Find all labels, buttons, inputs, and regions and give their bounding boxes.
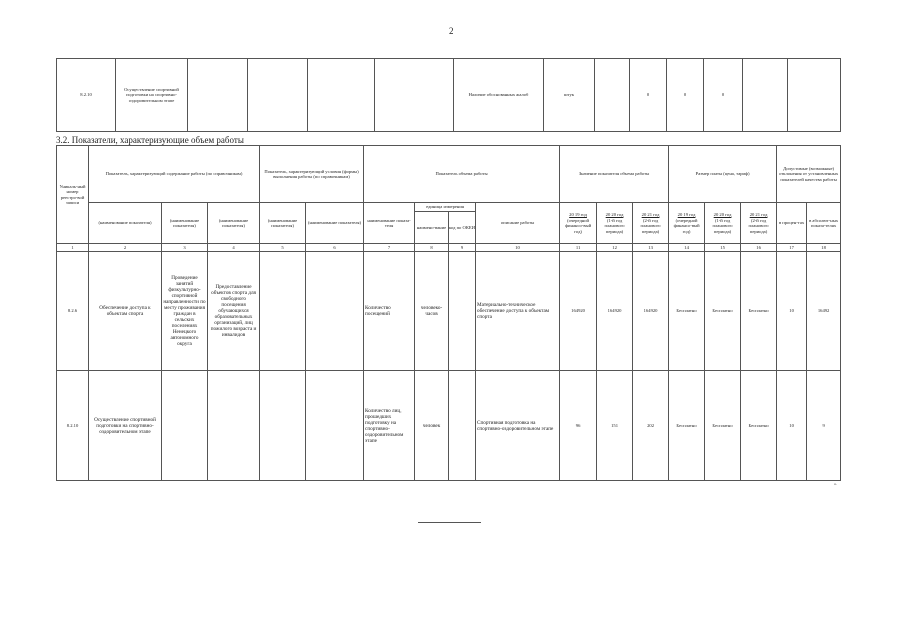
work-name: Осуществление спортивной подготовки на спортивно-оздоровительном этапе (116, 59, 188, 132)
table-row (57, 251, 841, 371)
table-row (57, 371, 841, 481)
value-year-3: 202 (633, 371, 669, 481)
row-code: 8.2.10 (57, 371, 89, 481)
row-code: 8.2.10 (57, 59, 116, 132)
col-number: 4 (208, 244, 260, 251)
header-row-1 (57, 146, 841, 158)
fee-year-1: Бесплатно (669, 371, 705, 481)
value-2: 0 (667, 59, 704, 132)
col-fee: Размер платы (цена, тариф) (669, 146, 777, 203)
abs-header: в абсолют-ных показа-телях (807, 202, 841, 244)
value-year-2: 164920 (597, 251, 633, 371)
col-number: 18 (807, 244, 841, 251)
content-param: Предоставление объектов спорта для свободного посещения обучающихся образовательных организаций, лиц пожилого возраста и инвалидов (208, 251, 260, 371)
work-desc: Материально-техническое обеспечение доступа к объектам спорта (476, 251, 560, 371)
col-volume: Показатель объема работы (364, 146, 560, 203)
param-name: (наименование показателя) (162, 202, 208, 244)
col-number: 3 (162, 244, 208, 251)
value-year-1: 96 (560, 371, 597, 481)
col-number: 6 (306, 244, 364, 251)
col-number: 13 (633, 244, 669, 251)
fee-year-3-header: 20 21 год (2-й год планового периода) (741, 202, 777, 244)
value-year-2: 151 (597, 371, 633, 481)
param-name: (наименование показателя) (260, 202, 306, 244)
fee-year-1-header: 20 19 год (очередной финансо-вый год) (669, 202, 705, 244)
col-number: 12 (597, 244, 633, 251)
col-number: 17 (777, 244, 807, 251)
fee-year-3: Бесплатно (741, 371, 777, 481)
param-name: (наименование показателя) (89, 202, 162, 244)
column-numbers-row (57, 244, 841, 251)
unit-name: штук (544, 59, 595, 132)
value-1: 0 (630, 59, 667, 132)
year-3-header: 20 21 год (2-й год планового периода) (633, 202, 669, 244)
col-number: 9 (449, 244, 476, 251)
work-name: Обеспечение доступа к объектам спорта (89, 251, 162, 371)
fee-year-3: Бесплатно (741, 251, 777, 371)
indicator-name: Количество посещений (364, 251, 415, 371)
col-number: 14 (669, 244, 705, 251)
deviation-abs: 9 (807, 371, 841, 481)
pct-header: в процен-тах (777, 202, 807, 244)
section-title: 3.2. Показатели, характеризующие объем работы (56, 135, 244, 145)
col-number: 10 (476, 244, 560, 251)
row-code: 8.2.6 (57, 251, 89, 371)
fee-year-2: Бесплатно (705, 251, 741, 371)
work-desc-header: описание работы (476, 202, 560, 244)
okei-header: код по ОКЕИ (448, 224, 476, 230)
col-deviation: Допустимые (возможные) отклонения от установленных показателей качества работы (777, 146, 841, 203)
col-number: 5 (260, 244, 306, 251)
col-number: 7 (364, 244, 415, 251)
divider (418, 522, 481, 523)
deviation-pct: 10 (777, 371, 807, 481)
deviation-pct: 10 (777, 251, 807, 371)
fee-year-2-header: 20 20 год (1-й год планового периода) (705, 202, 741, 244)
work-desc: Спортивная подготовка на спортивно-оздоровительном этапе (476, 371, 560, 481)
volume-table (56, 145, 841, 481)
indicator-name: Количество лиц, прошедших подготовку на спортивно-оздоровительном этапе (364, 371, 415, 481)
col-number: 8 (415, 244, 449, 251)
value-year-3: 164920 (633, 251, 669, 371)
value-3: 0 (704, 59, 743, 132)
value-year-1: 164920 (560, 251, 597, 371)
unit-name-header: наимено-вание (415, 212, 449, 243)
unit-group-title: единица измерения (415, 203, 475, 212)
col-unique-number: Уникаль-ный номер реестро-вой записи (57, 146, 89, 244)
page-number: 2 (449, 26, 454, 36)
col-conditions: Показатель, характеризующий условия (формы) выполнения работы (по справочникам) (260, 146, 364, 203)
closing-quote: ». (834, 481, 837, 486)
deviation-abs: 16492 (807, 251, 841, 371)
unit-name: человек (415, 371, 449, 481)
year-1-header: 20 19 год (очередной финансо-вый год) (560, 202, 597, 244)
indicator-name: Наличие обоснованных жалоб (454, 59, 544, 132)
work-name: Осуществление спортивной подготовки на спортивно-оздоровительном этапе (89, 371, 162, 481)
param-name: (наименование показателя) (208, 202, 260, 244)
year-2-header: 20 20 год (1-й год планового периода) (597, 202, 633, 244)
unit-group (415, 202, 476, 244)
header-row-3 (57, 202, 841, 244)
fee-year-2: Бесплатно (705, 371, 741, 481)
col-number: 16 (741, 244, 777, 251)
indicator-name-header: наименование показа-теля (364, 202, 415, 244)
col-number: 1 (57, 244, 89, 251)
quality-table-tail (56, 58, 841, 132)
fee-year-1: Бесплатно (669, 251, 705, 371)
content-param: Проведение занятий физкультурно-спортивной направленности по месту проживания граждан в сельских поселениях Ненецкого автономного округа (162, 251, 208, 371)
param-name: (наименование показателя) (306, 202, 364, 244)
unit-name: человеко-часов (415, 251, 449, 371)
col-number: 15 (705, 244, 741, 251)
col-number: 11 (560, 244, 597, 251)
table-row (57, 59, 841, 132)
col-number: 2 (89, 244, 162, 251)
col-values: Значение показателя объема работы (560, 146, 669, 203)
col-content: Показатель, характеризующий содержание работы (по справочникам) (89, 146, 260, 203)
